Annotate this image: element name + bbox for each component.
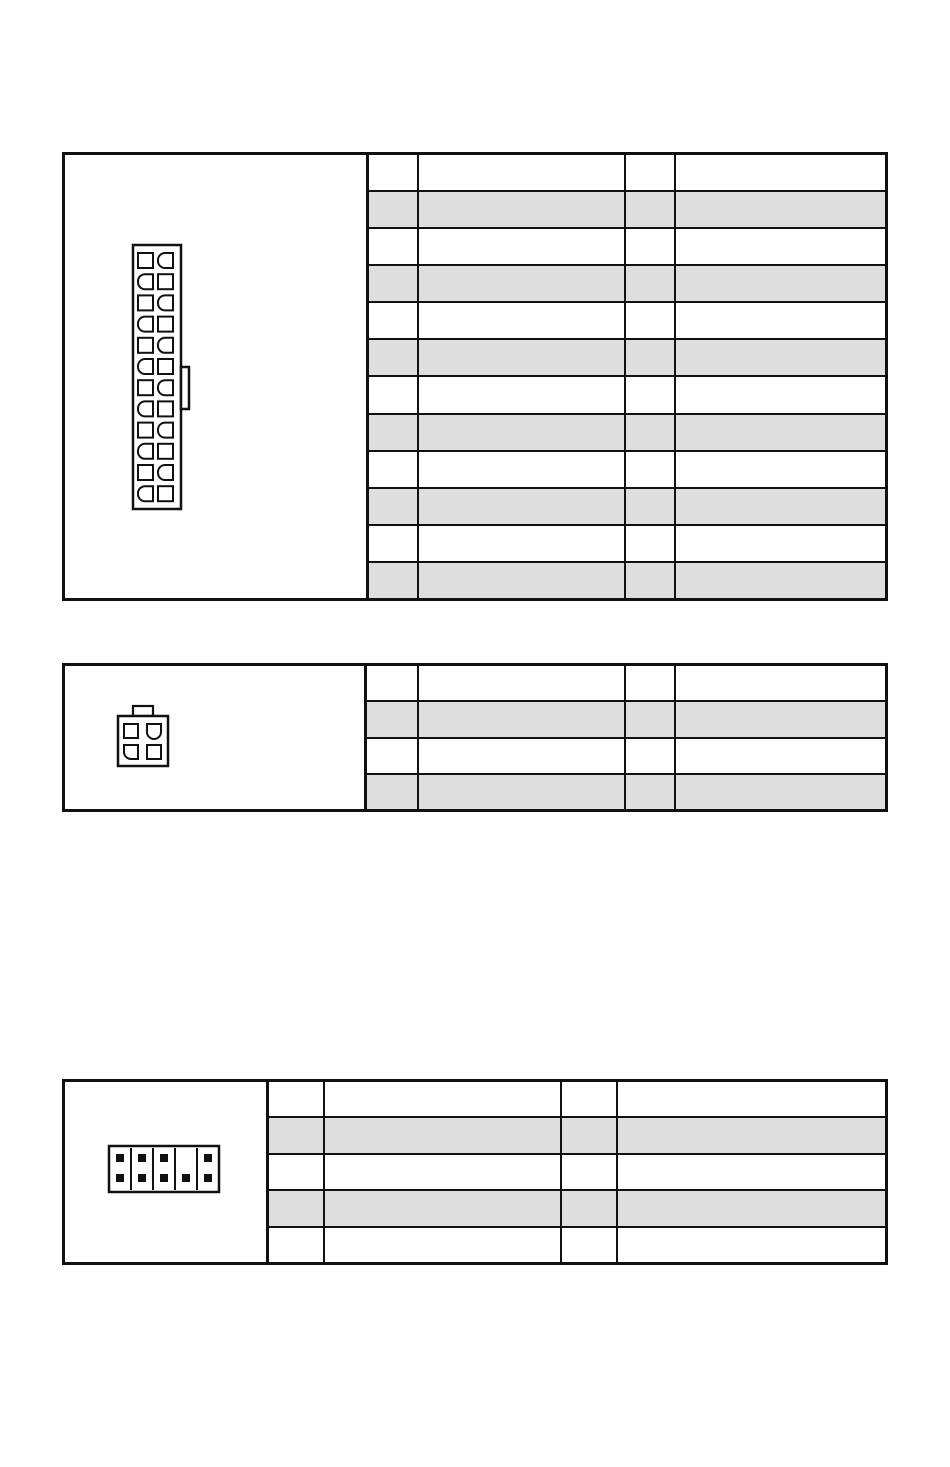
pin-number (624, 526, 674, 561)
pin-number (369, 452, 417, 487)
connector-pin (138, 359, 153, 374)
signal-name (616, 1155, 885, 1189)
header-pin (160, 1154, 168, 1162)
signal-name (674, 415, 885, 450)
signal-name (417, 775, 624, 809)
signal-name (323, 1191, 560, 1225)
connector-pin (158, 253, 173, 268)
table-row (369, 190, 885, 227)
header-9pin-diagram-cell (65, 1082, 269, 1262)
signal-name (417, 266, 624, 301)
signal-name (417, 303, 624, 338)
pin-number (369, 563, 417, 598)
pin-number (369, 377, 417, 412)
pin-number (367, 775, 417, 809)
connector-pin (138, 338, 153, 353)
signal-name (417, 229, 624, 264)
signal-name (417, 666, 624, 700)
pin-number (269, 1155, 323, 1189)
signal-name (674, 155, 885, 190)
connector-pin (138, 295, 153, 310)
signal-name (674, 377, 885, 412)
cpu-4pin-pinout-table (62, 663, 888, 812)
signal-name (417, 489, 624, 524)
table-row (369, 524, 885, 561)
table-row (369, 561, 885, 598)
pin-number (624, 489, 674, 524)
connector-pin (158, 401, 173, 416)
pin-number (624, 192, 674, 227)
pin-number (560, 1118, 616, 1152)
connector-pin (158, 465, 173, 480)
header-pin (116, 1174, 124, 1182)
table-row (269, 1082, 885, 1116)
connector-pin (158, 295, 173, 310)
signal-name (616, 1118, 885, 1152)
pin-number (624, 666, 674, 700)
pin-number (269, 1228, 323, 1262)
pin-number (269, 1118, 323, 1152)
table-row (369, 227, 885, 264)
pin-number (624, 340, 674, 375)
table-row (369, 487, 885, 524)
pin-number (624, 266, 674, 301)
header-9pin-pin-list (269, 1082, 885, 1262)
pin-number (369, 155, 417, 190)
signal-name (674, 340, 885, 375)
atx-24pin-diagram-cell (65, 155, 369, 598)
signal-name (417, 155, 624, 190)
connector-pin (138, 465, 153, 480)
pin-number (560, 1228, 616, 1262)
signal-name (674, 775, 885, 809)
connector-pin (158, 423, 173, 438)
pin-number (624, 377, 674, 412)
signal-name (417, 739, 624, 773)
table-row (369, 375, 885, 412)
pin-number (369, 303, 417, 338)
header-pin (138, 1154, 146, 1162)
pin-number (624, 563, 674, 598)
table-row (369, 450, 885, 487)
signal-name (417, 415, 624, 450)
signal-name (417, 563, 624, 598)
header-pin (138, 1174, 146, 1182)
connector-pin (158, 274, 173, 289)
pin-number (369, 526, 417, 561)
pin-number (269, 1082, 323, 1116)
pin-number (269, 1191, 323, 1225)
pin-number (624, 415, 674, 450)
signal-name (674, 266, 885, 301)
signal-name (674, 489, 885, 524)
connector-pin (138, 486, 153, 501)
table-row (269, 1116, 885, 1152)
pin-number (560, 1155, 616, 1189)
connector-pin (158, 444, 173, 459)
table-row (367, 666, 885, 700)
header-pin (204, 1154, 212, 1162)
table-row (367, 700, 885, 736)
table-row (369, 155, 885, 190)
signal-name (417, 526, 624, 561)
connector-pin (138, 444, 153, 459)
signal-name (616, 1082, 885, 1116)
table-row (367, 737, 885, 773)
pin-number (369, 192, 417, 227)
table-row (367, 773, 885, 809)
connector-pin (158, 338, 173, 353)
connector-pin (158, 380, 173, 395)
header-pin (116, 1154, 124, 1162)
table-row (269, 1226, 885, 1262)
signal-name (323, 1118, 560, 1152)
signal-name (417, 340, 624, 375)
header-10pin-icon (107, 1144, 225, 1196)
table-row (369, 264, 885, 301)
table-row (369, 338, 885, 375)
connector-pin (138, 423, 153, 438)
connector-4pin-icon (115, 704, 175, 770)
connector-pin (138, 380, 153, 395)
signal-name (417, 452, 624, 487)
pin-number (560, 1191, 616, 1225)
pin-number (560, 1082, 616, 1116)
signal-name (417, 702, 624, 736)
pin-number (624, 229, 674, 264)
signal-name (323, 1082, 560, 1116)
signal-name (674, 563, 885, 598)
connector-pin (158, 359, 173, 374)
atx-24pin-pin-list (369, 155, 885, 598)
table-row (369, 413, 885, 450)
pin-number (369, 415, 417, 450)
connector-pin (138, 274, 153, 289)
signal-name (674, 739, 885, 773)
cpu-4pin-pin-list (367, 666, 885, 809)
connector-pin (158, 317, 173, 332)
pin-number (624, 155, 674, 190)
table-row (369, 301, 885, 338)
signal-name (323, 1155, 560, 1189)
pin-number (624, 775, 674, 809)
header-pin (160, 1174, 168, 1182)
header-pin (204, 1174, 212, 1182)
header-9pin-pinout-table (62, 1079, 888, 1265)
signal-name (674, 666, 885, 700)
table-row (269, 1189, 885, 1225)
pin-number (367, 666, 417, 700)
signal-name (674, 303, 885, 338)
pin-number (624, 303, 674, 338)
connector-pin (158, 486, 173, 501)
signal-name (674, 192, 885, 227)
pin-number (624, 739, 674, 773)
pin-number (369, 489, 417, 524)
cpu-4pin-diagram-cell (65, 666, 367, 809)
signal-name (323, 1228, 560, 1262)
pin-number (369, 340, 417, 375)
signal-name (674, 452, 885, 487)
pin-number (624, 452, 674, 487)
pin-number (367, 739, 417, 773)
connector-pin (138, 317, 153, 332)
pin-number (367, 702, 417, 736)
signal-name (616, 1191, 885, 1225)
connector-pin (138, 253, 153, 268)
signal-name (417, 377, 624, 412)
table-row (269, 1153, 885, 1189)
pin-number (369, 229, 417, 264)
signal-name (417, 192, 624, 227)
signal-name (674, 229, 885, 264)
connector-24pin-icon (131, 243, 201, 513)
connector-pin (138, 401, 153, 416)
header-pin (182, 1174, 190, 1182)
pin-number (624, 702, 674, 736)
pin-number (369, 266, 417, 301)
signal-name (616, 1228, 885, 1262)
signal-name (674, 526, 885, 561)
atx-24pin-pinout-table (62, 152, 888, 601)
signal-name (674, 702, 885, 736)
